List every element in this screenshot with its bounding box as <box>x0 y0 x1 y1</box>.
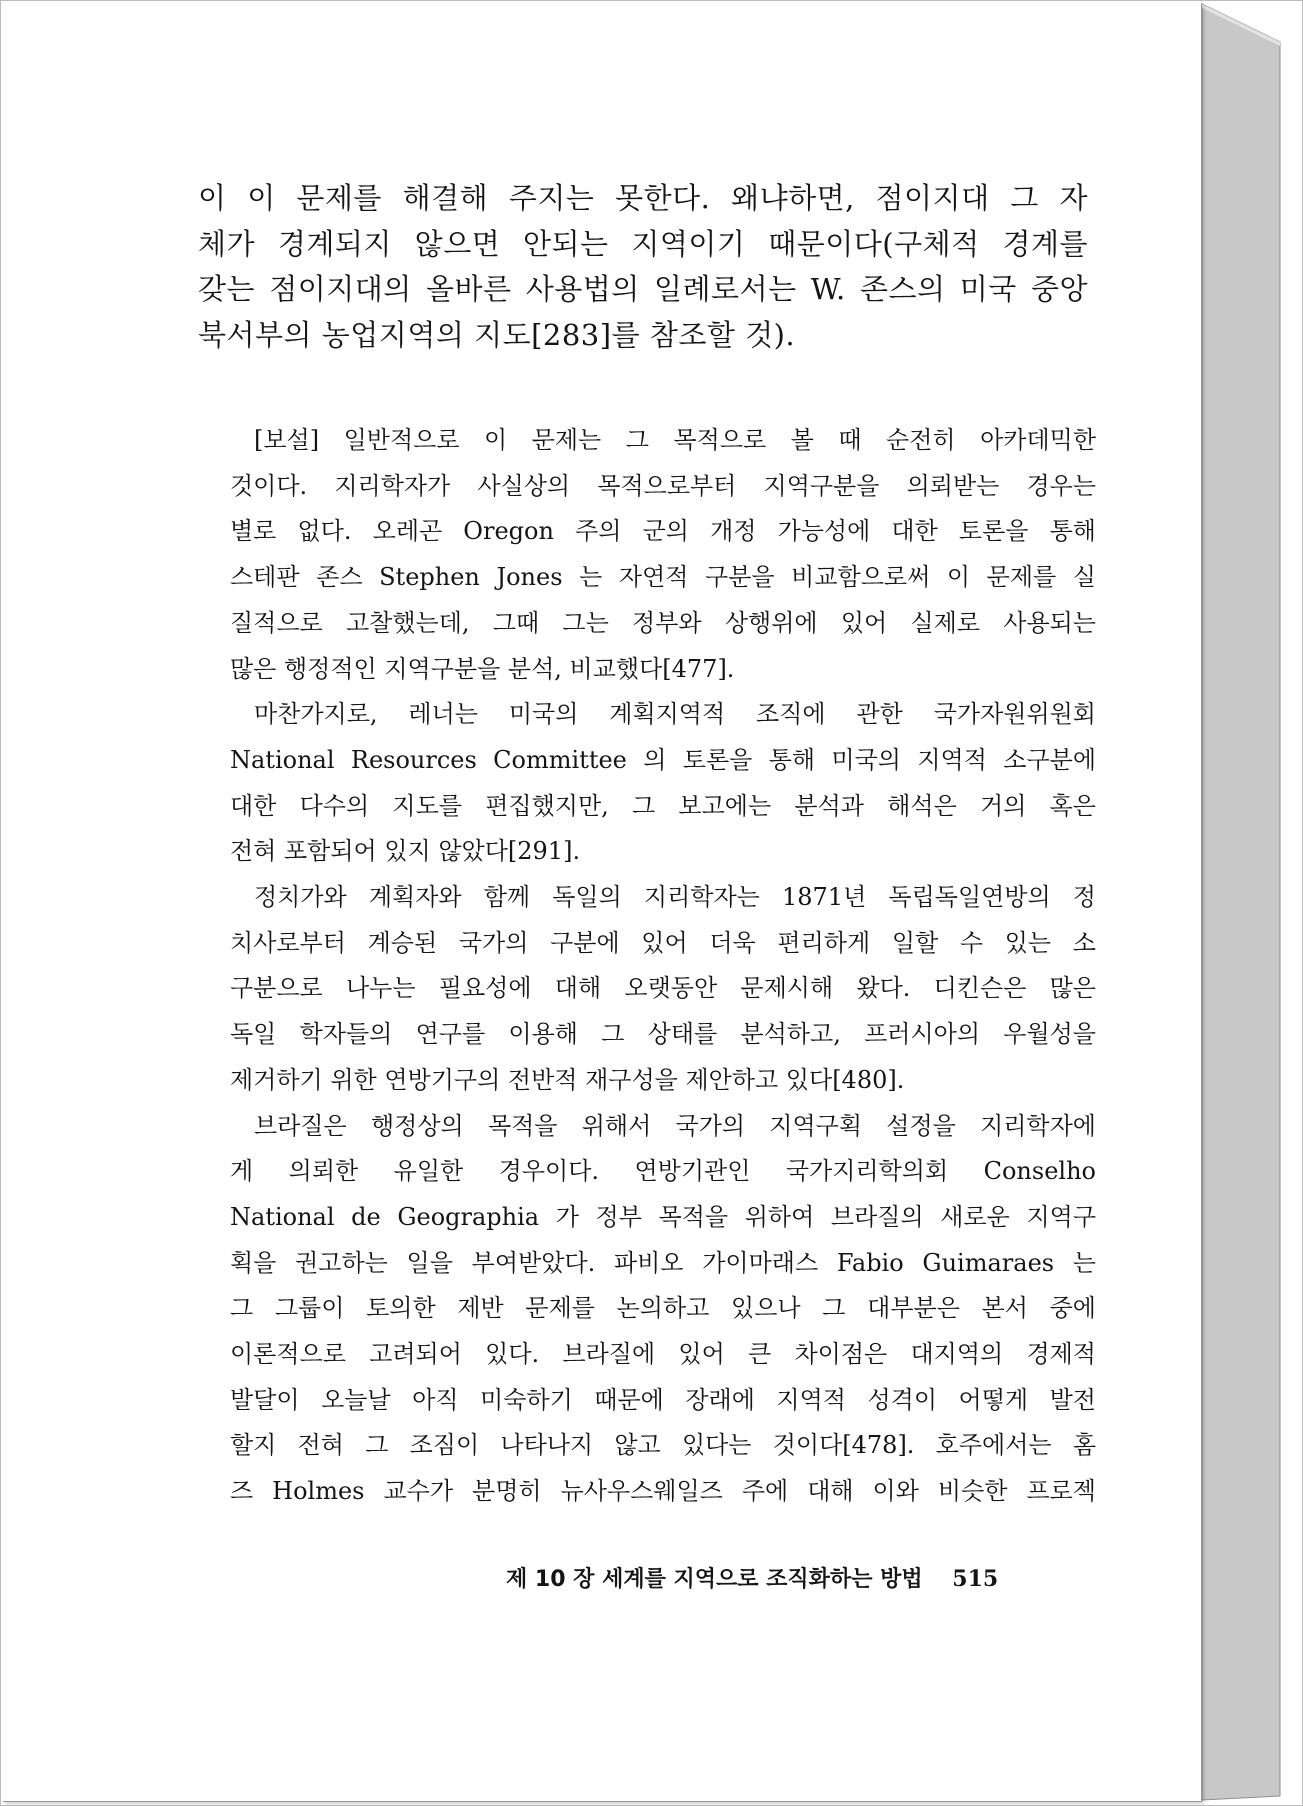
body-line: 발달이 오늘날 아직 미숙하기 때문에 장래에 지역적 성격이 어떻게 발전 <box>230 1385 1096 1414</box>
body-line: 게 의뢰한 유일한 경우이다. 연방기관인 국가지리학의회 Conselho <box>230 1157 1096 1186</box>
body-line: 즈 Holmes 교수가 분명히 뉴사우스웨일즈 주에 대해 이와 비슷한 프로젝 <box>230 1477 1096 1506</box>
body-line: 브라질은 행정상의 목적을 위해서 국가의 지역구획 설정을 지리학자에 <box>254 1111 1096 1140</box>
intro-line: 북서부의 농업지역의 지도[283]를 참조할 것). <box>198 317 796 352</box>
body-line: 획을 권고하는 일을 부여받았다. 파비오 가이마래스 Fabio Guimaraes 는 <box>230 1248 1096 1277</box>
page-number: 515 <box>952 1566 999 1592</box>
body-line: 정치가와 계획자와 함께 독일의 지리학자는 1871년 독립독일연방의 정 <box>254 883 1096 912</box>
body-line: 구분으로 나누는 필요성에 대해 오랫동안 문제시해 왔다. 디킨슨은 많은 <box>230 974 1096 1003</box>
intro-line: 체가 경계되지 않으면 안되는 지역이기 때문이다(구체적 경계를 <box>198 226 1088 261</box>
body-line: 전혀 포함되어 있지 않았다[291]. <box>230 837 581 866</box>
body-line: 제거하기 위한 연방기구의 전반적 재구성을 제안하고 있다[480]. <box>230 1065 905 1094</box>
supplement-section <box>230 418 1096 1515</box>
body-line: 많은 행정적인 지역구분을 분석, 비교했다[477]. <box>230 654 735 683</box>
intro-line: 갖는 점이지대의 올바른 사용법의 일례로서는 W. 존스의 미국 중앙 <box>198 272 1088 306</box>
page-footer <box>506 1562 1076 1593</box>
intro-line: 이 이 문제를 해결해 주지는 못한다. 왜냐하면, 점이지대 그 자 <box>198 181 1088 215</box>
body-line: 질적으로 고찰했는데, 그때 그는 정부와 상행위에 있어 실제로 사용되는 <box>230 608 1096 637</box>
body-line: National de Geographia 가 정부 목적을 위하여 브라질의 새로운 지역구 <box>230 1202 1096 1231</box>
body-line: 것이다. 지리학자가 사실상의 목적으로부터 지역구분을 의뢰받는 경우는 <box>230 471 1096 500</box>
body-line: 스테판 존스 Stephen Jones 는 자연적 구분을 비교함으로써 이 문제를 실 <box>230 563 1096 592</box>
book-page-edge <box>1202 4 1280 1800</box>
body-line: 이론적으로 고려되어 있다. 브라질에 있어 큰 차이점은 대지역의 경제적 <box>230 1340 1096 1369</box>
body-line: 치사로부터 계승된 국가의 구분에 있어 더욱 편리하게 일할 수 있는 소 <box>230 928 1096 957</box>
body-line: 별로 없다. 오레곤 Oregon 주의 군의 개정 가능성에 대한 토론을 통해 <box>230 517 1096 546</box>
intro-paragraph <box>198 176 1088 358</box>
body-line: 마찬가지로, 레너는 미국의 계획지역적 조직에 관한 국가자원위원회 <box>254 700 1096 729</box>
body-line: National Resources Committee 의 토론을 통해 미국의 지역적 소구분에 <box>230 745 1096 774</box>
body-line: 대한 다수의 지도를 편집했지만, 그 보고에는 분석과 해석은 거의 혹은 <box>230 791 1096 820</box>
chapter-title: 제 10 장 세계를 지역으로 조직화하는 방법 <box>506 1567 923 1592</box>
body-line: 그 그룹이 토의한 제반 문제를 논의하고 있으나 그 대부분은 본서 중에 <box>230 1294 1096 1323</box>
body-line: 독일 학자들의 연구를 이용해 그 상태를 분석하고, 프러시아의 우월성을 <box>230 1020 1096 1049</box>
body-line: [보설] 일반적으로 이 문제는 그 목적으로 볼 때 순전히 아카데믹한 <box>254 426 1096 454</box>
body-line: 할지 전혀 그 조짐이 나타나지 않고 있다는 것이다[478]. 호주에서는 홈 <box>230 1431 1096 1460</box>
